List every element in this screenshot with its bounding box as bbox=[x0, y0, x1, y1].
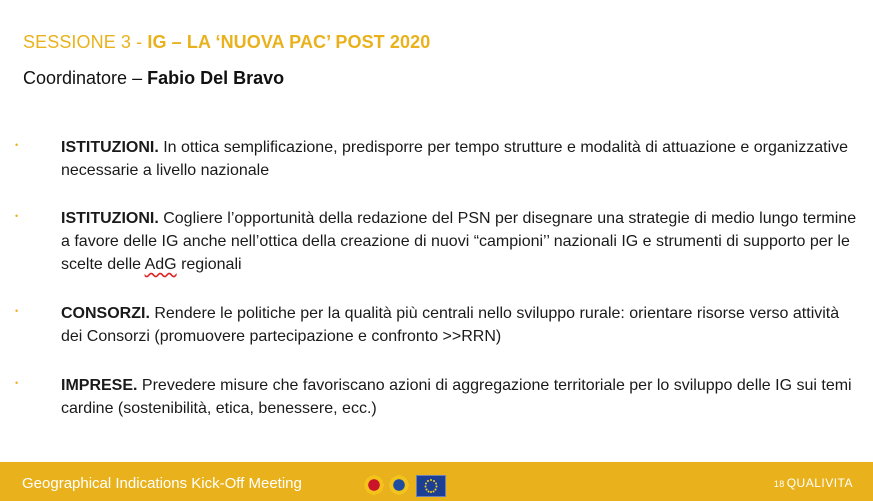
item-adg: AdG bbox=[144, 256, 177, 273]
list-item-text bbox=[61, 207, 861, 276]
qualivita-logo bbox=[774, 476, 853, 490]
coordinator-label: Coordinatore – bbox=[23, 68, 148, 88]
bullet-dot-icon: • bbox=[15, 378, 19, 388]
item-lead: IMPRESE. bbox=[61, 377, 138, 394]
bullet-dot-icon: • bbox=[15, 211, 19, 221]
session-title bbox=[23, 32, 430, 53]
item-body: Cogliere l’opportunità della redazione del PSN per disegnare una strategie di medio lungo termine a favore delle IG anche nell’ottica della creazione di nuovi “campioni’’ nazionali IG e strumenti di supporto per le scelte delle bbox=[61, 210, 857, 273]
item-body: Prevedere misure che favoriscano azioni di aggregazione territoriale per lo sviluppo delle IG sui temi cardine (sostenibilità, etica, benessere, ecc.) bbox=[61, 377, 852, 417]
eu-flag-icon bbox=[416, 475, 446, 497]
footer-bar bbox=[0, 462, 873, 501]
list-item-text bbox=[61, 136, 861, 182]
item-tail: regionali bbox=[176, 256, 242, 273]
coordinator-name: Fabio Del Bravo bbox=[147, 68, 285, 88]
item-body: Rendere le politiche per la qualità più centrali nello sviluppo rurale: orientare risorse verso attività dei Consorzi (promuovere partecipazione e confronto >>RRN) bbox=[61, 305, 840, 345]
brand-name: QUALIVITA bbox=[786, 476, 853, 490]
session-title-strong: IG – LA ‘NUOVA PAC’ POST 2020 bbox=[147, 32, 431, 52]
coordinator-line bbox=[23, 68, 284, 89]
list-item-text bbox=[61, 374, 861, 420]
item-body: In ottica semplificazione, predisporre per tempo strutture e modalità di attuazione e organizzative necessarie a livello nazionale bbox=[61, 139, 849, 179]
item-lead: CONSORZI. bbox=[61, 305, 150, 322]
dop-logo-icon bbox=[364, 475, 384, 495]
bullet-dot-icon: • bbox=[15, 140, 19, 150]
list-item-text bbox=[61, 302, 861, 348]
brand-number: 18 bbox=[773, 479, 785, 489]
item-lead: ISTITUZIONI. bbox=[61, 139, 159, 156]
item-lead: ISTITUZIONI. bbox=[61, 210, 159, 227]
session-title-prefix: SESSIONE 3 - bbox=[23, 32, 148, 52]
footer-text: Geographical Indications Kick-Off Meeting bbox=[22, 475, 302, 492]
bullet-dot-icon: • bbox=[15, 306, 19, 316]
igp-logo-icon bbox=[389, 475, 409, 495]
